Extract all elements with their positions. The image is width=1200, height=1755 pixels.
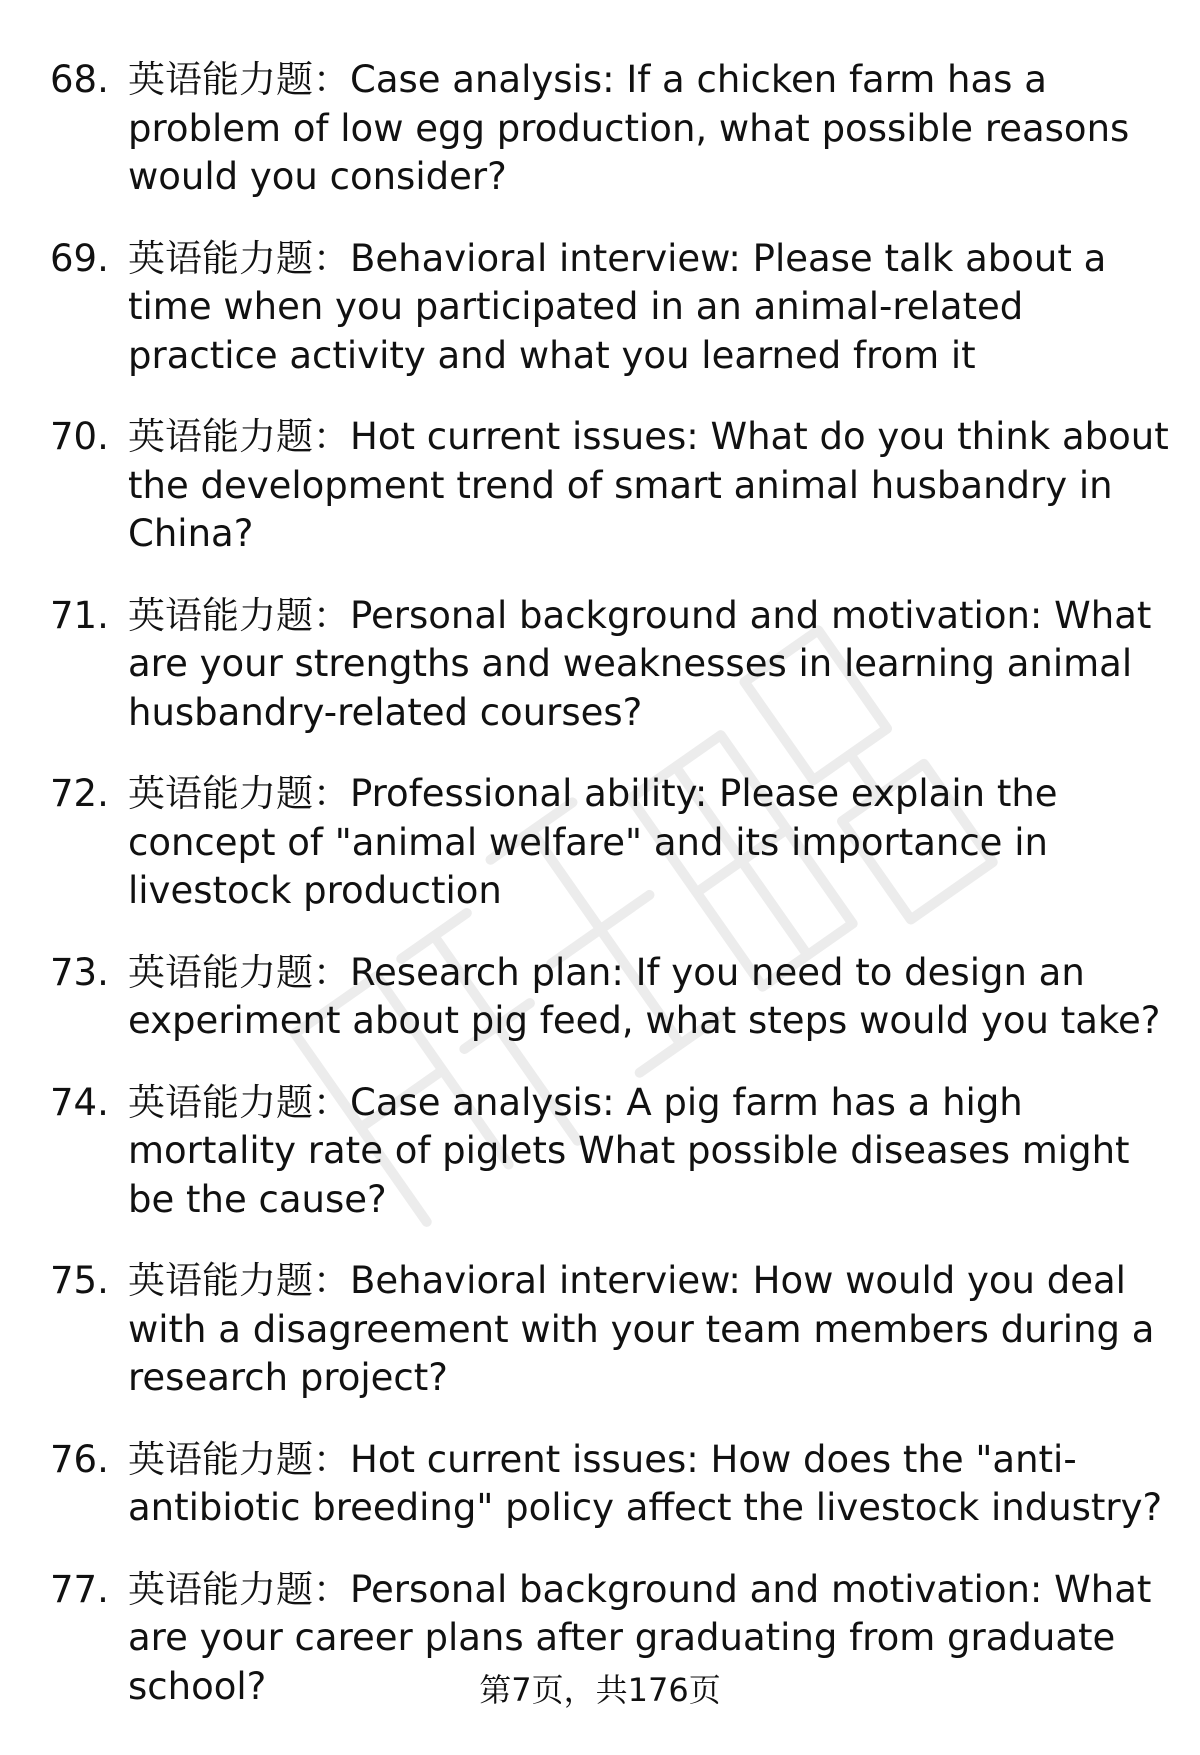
question-number: 69. <box>50 236 109 280</box>
question-text: 英语能力题：Case analysis: If a chicken farm has a problem of low egg production, what possible reasons would you consider? <box>128 58 1130 198</box>
question-item <box>50 1079 1170 1225</box>
question-number: 77. <box>50 1567 109 1611</box>
question-item <box>50 949 1170 1046</box>
question-text: 英语能力题：Behavioral interview: How would you deal with a disagreement with your team members during a research project? <box>128 1259 1155 1399</box>
question-item <box>50 770 1170 916</box>
question-number: 70. <box>50 415 109 458</box>
question-text: 英语能力题：Hot current issues: What do you think about the development trend of smart animal husbandry in China? <box>128 415 1169 555</box>
question-number: 72. <box>50 772 109 815</box>
question-item <box>50 1257 1170 1403</box>
question-number: 68. <box>50 58 109 101</box>
page-footer: 第7页，共176页 <box>479 1671 721 1709</box>
question-list <box>50 56 1170 1711</box>
question-text: 英语能力题：Hot current issues: How does the "anti-antibiotic breeding" policy affect the livestock industry? <box>128 1437 1163 1529</box>
question-number: 75. <box>50 1259 109 1302</box>
question-item <box>50 413 1170 559</box>
question-item <box>50 56 1170 202</box>
question-text: 英语能力题：Research plan: If you need to design an experiment about pig feed, what steps would you take? <box>128 950 1161 1042</box>
question-text: 英语能力题：Professional ability: Please explain the concept of "animal welfare" and its importance in livestock production <box>128 772 1058 912</box>
question-number: 71. <box>50 593 109 637</box>
question-item <box>50 592 1170 738</box>
question-number: 74. <box>50 1080 109 1124</box>
question-number: 76. <box>50 1437 109 1481</box>
question-text: 英语能力题：Behavioral interview: Please talk about a time when you participated in an animal-related practice activity and what you learned from it <box>128 236 1107 377</box>
question-item <box>50 1436 1170 1533</box>
question-number: 73. <box>50 950 109 994</box>
question-text: 英语能力题：Personal background and motivation: What are your career plans after graduating from graduate school? <box>128 1567 1152 1708</box>
question-item <box>50 235 1170 381</box>
question-text: 英语能力题：Case analysis: A pig farm has a high mortality rate of piglets What possible diseases might be the cause? <box>128 1080 1130 1221</box>
question-text: 英语能力题：Personal background and motivation: What are your strengths and weaknesses in learning animal husbandry-related courses? <box>128 593 1152 734</box>
